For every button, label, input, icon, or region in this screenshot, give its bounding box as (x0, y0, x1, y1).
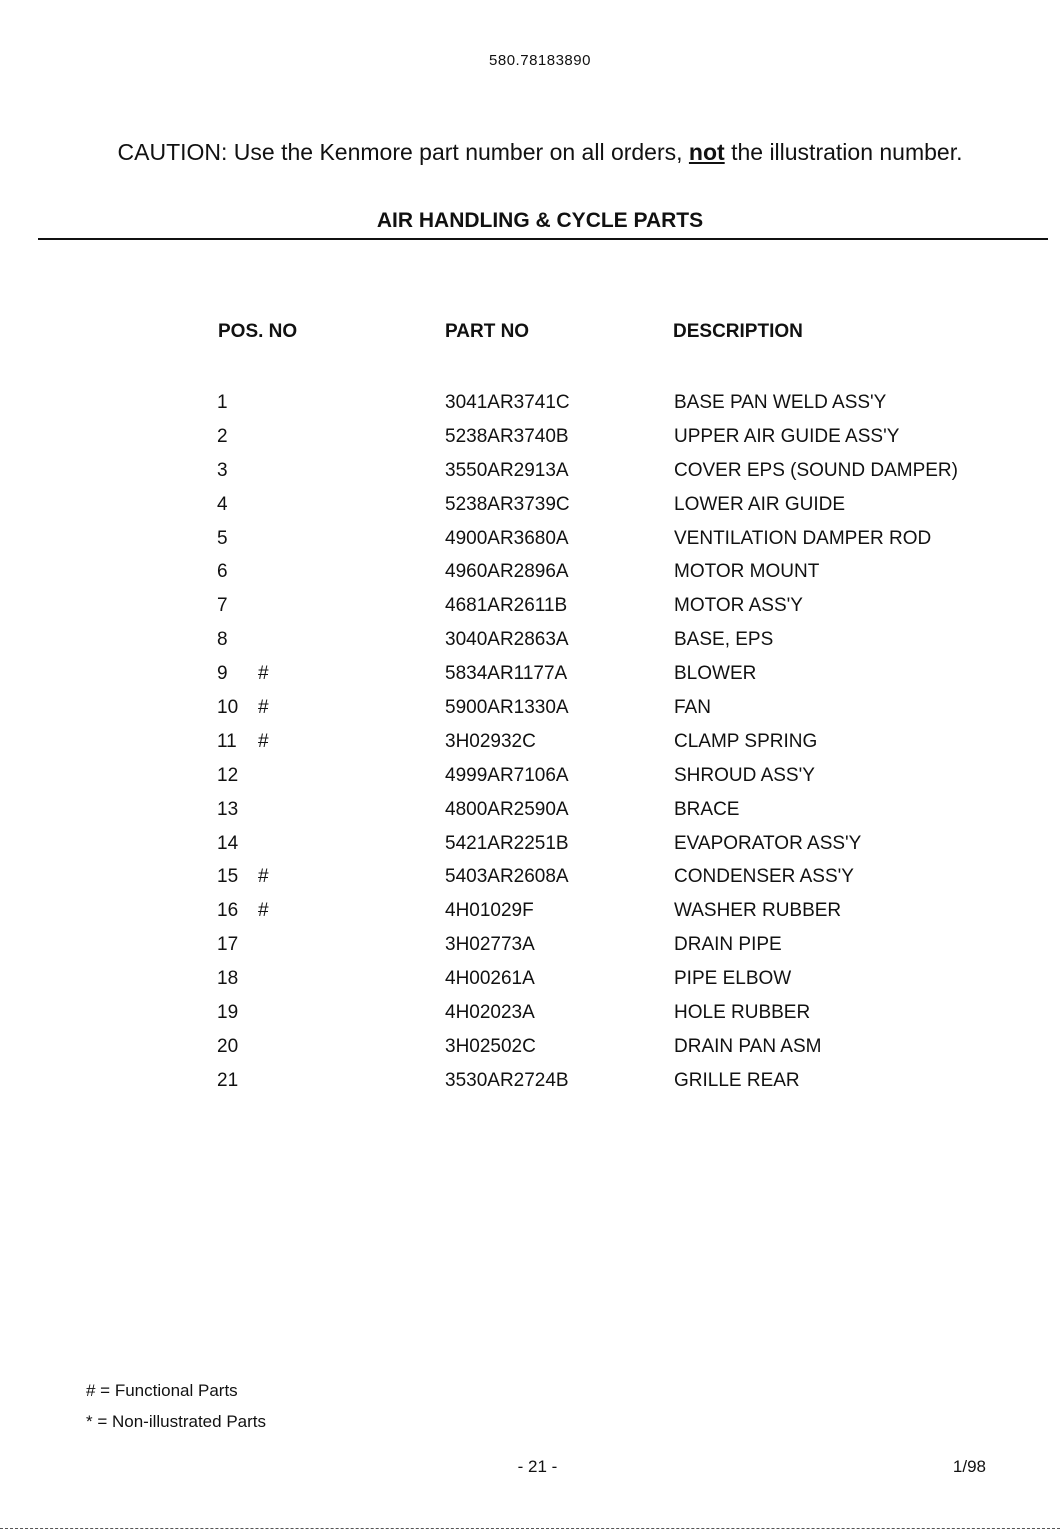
pos-cell: 6 (217, 561, 228, 583)
table-row (0, 797, 1060, 831)
pos-cell: 21 (217, 1069, 239, 1091)
part-number-cell: 4681AR2611B (445, 595, 568, 617)
pos-cell: 14 (217, 832, 239, 854)
pos-cell: 1 (217, 392, 228, 413)
mark-cell: # (258, 900, 269, 922)
description-cell: BASE, EPS (674, 629, 774, 651)
description-cell: CONDENSER ASS'Y (674, 866, 854, 888)
description-cell: MOTOR MOUNT (674, 561, 820, 583)
section-title: AIR HANDLING & CYCLE PARTS (376, 209, 704, 232)
column-header-pos: POS. NO (218, 321, 298, 342)
pos-cell: 9 (217, 663, 228, 685)
table-row (0, 424, 1060, 458)
part-number-cell: 4H00261A (445, 968, 535, 990)
title-rule (38, 238, 1048, 240)
bottom-rule (0, 1528, 1060, 1529)
table-row (0, 695, 1060, 729)
pos-cell: 11 (217, 730, 237, 752)
table-row (0, 831, 1060, 865)
pos-cell: 8 (217, 629, 228, 651)
table-row (0, 526, 1060, 560)
part-number-cell: 3550AR2913A (445, 459, 569, 481)
pos-cell: 3 (217, 459, 228, 481)
table-row (0, 932, 1060, 966)
description-cell: DRAIN PAN ASM (674, 1035, 822, 1057)
part-number-cell: 3530AR2724B (445, 1069, 569, 1091)
part-number-cell: 3H02502C (445, 1035, 536, 1057)
part-number-cell: 4H02023A (445, 1002, 535, 1024)
description-cell: BLOWER (674, 663, 757, 685)
page-number: - 21 - (517, 1457, 558, 1476)
pos-cell: 16 (217, 900, 239, 922)
table-row (0, 1068, 1060, 1102)
description-cell: BRACE (674, 798, 740, 820)
table-row (0, 390, 1060, 424)
table-row (0, 898, 1060, 932)
table-row (0, 627, 1060, 661)
part-number-cell: 4999AR7106A (445, 764, 569, 786)
caution-text-before: CAUTION: Use the Kenmore part number on all orders, (117, 139, 689, 165)
pos-cell: 5 (217, 527, 228, 549)
description-cell: EVAPORATOR ASS'Y (674, 832, 862, 854)
mark-cell: # (258, 866, 269, 888)
description-cell: WASHER RUBBER (674, 900, 842, 922)
table-row (0, 1000, 1060, 1034)
mark-cell: # (258, 730, 269, 752)
part-number-cell: 5403AR2608A (445, 866, 569, 888)
table-row (0, 593, 1060, 627)
part-number-cell: 5238AR3740B (445, 425, 569, 447)
description-cell: SHROUD ASS'Y (674, 764, 815, 786)
table-row (0, 729, 1060, 763)
pos-cell: 13 (217, 798, 239, 820)
pos-cell: 7 (217, 595, 228, 617)
legend-non-illustrated: * = Non-illustrated Parts (86, 1412, 266, 1431)
part-number-cell: 5900AR1330A (445, 697, 569, 719)
table-row (0, 661, 1060, 695)
part-number-cell: 5421AR2251B (445, 832, 569, 854)
caution-emphasis: not (688, 139, 725, 165)
part-number-cell: 3H02773A (445, 934, 535, 956)
part-number-cell: 4800AR2590A (445, 798, 569, 820)
description-cell: GRILLE REAR (674, 1069, 800, 1091)
description-cell: CLAMP SPRING (674, 730, 818, 752)
caution-notice (0, 139, 1060, 166)
table-row (0, 458, 1060, 492)
description-cell: DRAIN PIPE (674, 934, 782, 956)
part-number-cell: 5834AR1177A (445, 663, 568, 685)
part-number-cell: 3H02932C (445, 730, 536, 752)
description-cell: FAN (674, 697, 711, 719)
table-row (0, 492, 1060, 526)
description-cell: PIPE ELBOW (674, 968, 792, 990)
part-number-cell: 3041AR3741C (445, 392, 570, 413)
caution-text-after: the illustration number. (724, 139, 963, 165)
pos-cell: 17 (217, 934, 239, 956)
description-cell: VENTILATION DAMPER ROD (674, 527, 932, 549)
model-number: 580.78183890 (489, 52, 591, 69)
part-number-cell: 5238AR3739C (445, 493, 570, 515)
date-code: 1/98 (952, 1457, 986, 1476)
part-number-cell: 3040AR2863A (445, 629, 569, 651)
pos-cell: 2 (217, 425, 228, 447)
table-row (0, 763, 1060, 797)
description-cell: MOTOR ASS'Y (674, 595, 803, 617)
mark-cell: # (258, 697, 269, 719)
column-header-description: DESCRIPTION (673, 321, 803, 342)
pos-cell: 18 (217, 968, 239, 990)
parts-table (0, 390, 1060, 1102)
description-cell: BASE PAN WELD ASS'Y (674, 392, 887, 413)
pos-cell: 12 (217, 764, 239, 786)
column-header-part: PART NO (445, 321, 530, 342)
part-number-cell: 4900AR3680A (445, 527, 569, 549)
pos-cell: 10 (217, 697, 239, 719)
description-cell: HOLE RUBBER (674, 1002, 811, 1024)
pos-cell: 4 (217, 493, 228, 515)
description-cell: COVER EPS (SOUND DAMPER) (674, 459, 958, 481)
pos-cell: 20 (217, 1035, 239, 1057)
table-row (0, 864, 1060, 898)
description-cell: UPPER AIR GUIDE ASS'Y (674, 425, 900, 447)
table-row (0, 966, 1060, 1000)
legend-functional: # = Functional Parts (86, 1381, 238, 1400)
table-row (0, 1034, 1060, 1068)
mark-cell: # (258, 663, 269, 685)
part-number-cell: 4H01029F (445, 900, 534, 922)
description-cell: LOWER AIR GUIDE (674, 493, 846, 515)
pos-cell: 19 (217, 1002, 239, 1024)
part-number-cell: 4960AR2896A (445, 561, 569, 583)
pos-cell: 15 (217, 866, 239, 888)
table-row (0, 559, 1060, 593)
